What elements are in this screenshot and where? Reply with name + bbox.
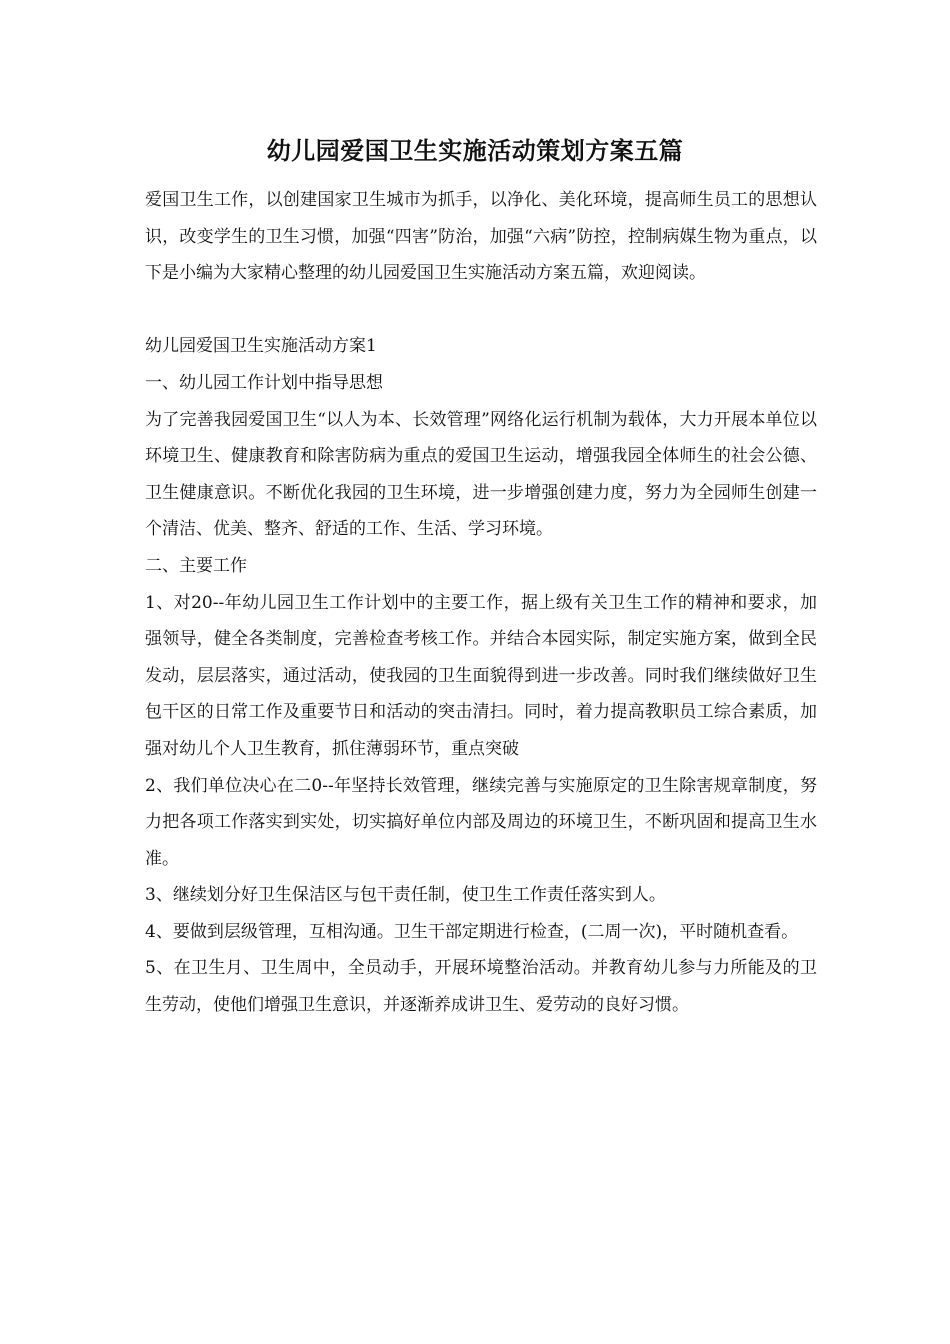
document-title: 幼儿园爱国卫生实施活动策划方案五篇 xyxy=(266,136,684,165)
main-work-item-2: 2、我们单位决心在二0--年坚持长效管理，继续完善与实施原定的卫生除害规章制度，努力把各项工作落实到实处，切实搞好单位内部及周边的环境卫生，不断巩固和提高卫生水准。 xyxy=(145,775,817,869)
main-work-item-5: 5、在卫生月、卫生周中，全员动手，开展环境整治活动。并教育幼儿参与力所能及的卫生劳动，使他们增强卫生意识，并逐渐养成讲卫生、爱劳动的良好习惯。 xyxy=(145,958,817,1016)
intro-paragraph: 爱国卫生工作，以创建国家卫生城市为抓手，以净化、美化环境，提高师生员工的思想认识，改变学生的卫生习惯，加强“四害”防治，加强“六病”防控，控制病媒生物为重点，以下是小编为大家精心整理的幼儿园爱国卫生实施活动方案五篇，欢迎阅读。 xyxy=(145,190,817,284)
heading-main-work: 二、主要工作 xyxy=(145,555,247,576)
main-work-item-3: 3、继续划分好卫生保洁区与包干责任制，使卫生工作责任落实到人。 xyxy=(145,885,666,906)
main-work-item-1: 1、对20--年幼儿园卫生工作计划中的主要工作，据上级有关卫生工作的精神和要求，加强领导，健全各类制度，完善检查考核工作。并结合本园实际，制定实施方案，做到全民发动，层层落实，通过活动，使我园的卫生面貌得到进一步改善。同时我们继续做好卫生包干区的日常工作及重要节日和活动的突击清扫。同时，着力提高教职员工综合素质，加强对幼儿个人卫生教育，抓住薄弱环节，重点突破 xyxy=(145,592,817,759)
guiding-ideology-paragraph: 为了完善我园爱国卫生“以人为本、长效管理”网络化运行机制为载体，大力开展本单位以环境卫生、健康教育和除害防病为重点的爱国卫生运动，增强我园全体师生的社会公德、卫生健康意识。不断优化我园的卫生环境，进一步增强创建力度，努力为全园师生创建一个清洁、优美、整齐、舒适的工作、生活、学习环境。 xyxy=(145,409,817,540)
document-body xyxy=(145,182,817,1024)
blank-line xyxy=(145,292,817,329)
main-work-item-4: 4、要做到层级管理，互相沟通。卫生干部定期进行检查，(二周一次)，平时随机查看。 xyxy=(145,921,799,942)
heading-guiding-ideology: 一、幼儿园工作计划中指导思想 xyxy=(145,372,383,393)
section-title: 幼儿园爱国卫生实施活动方案1 xyxy=(145,336,377,357)
